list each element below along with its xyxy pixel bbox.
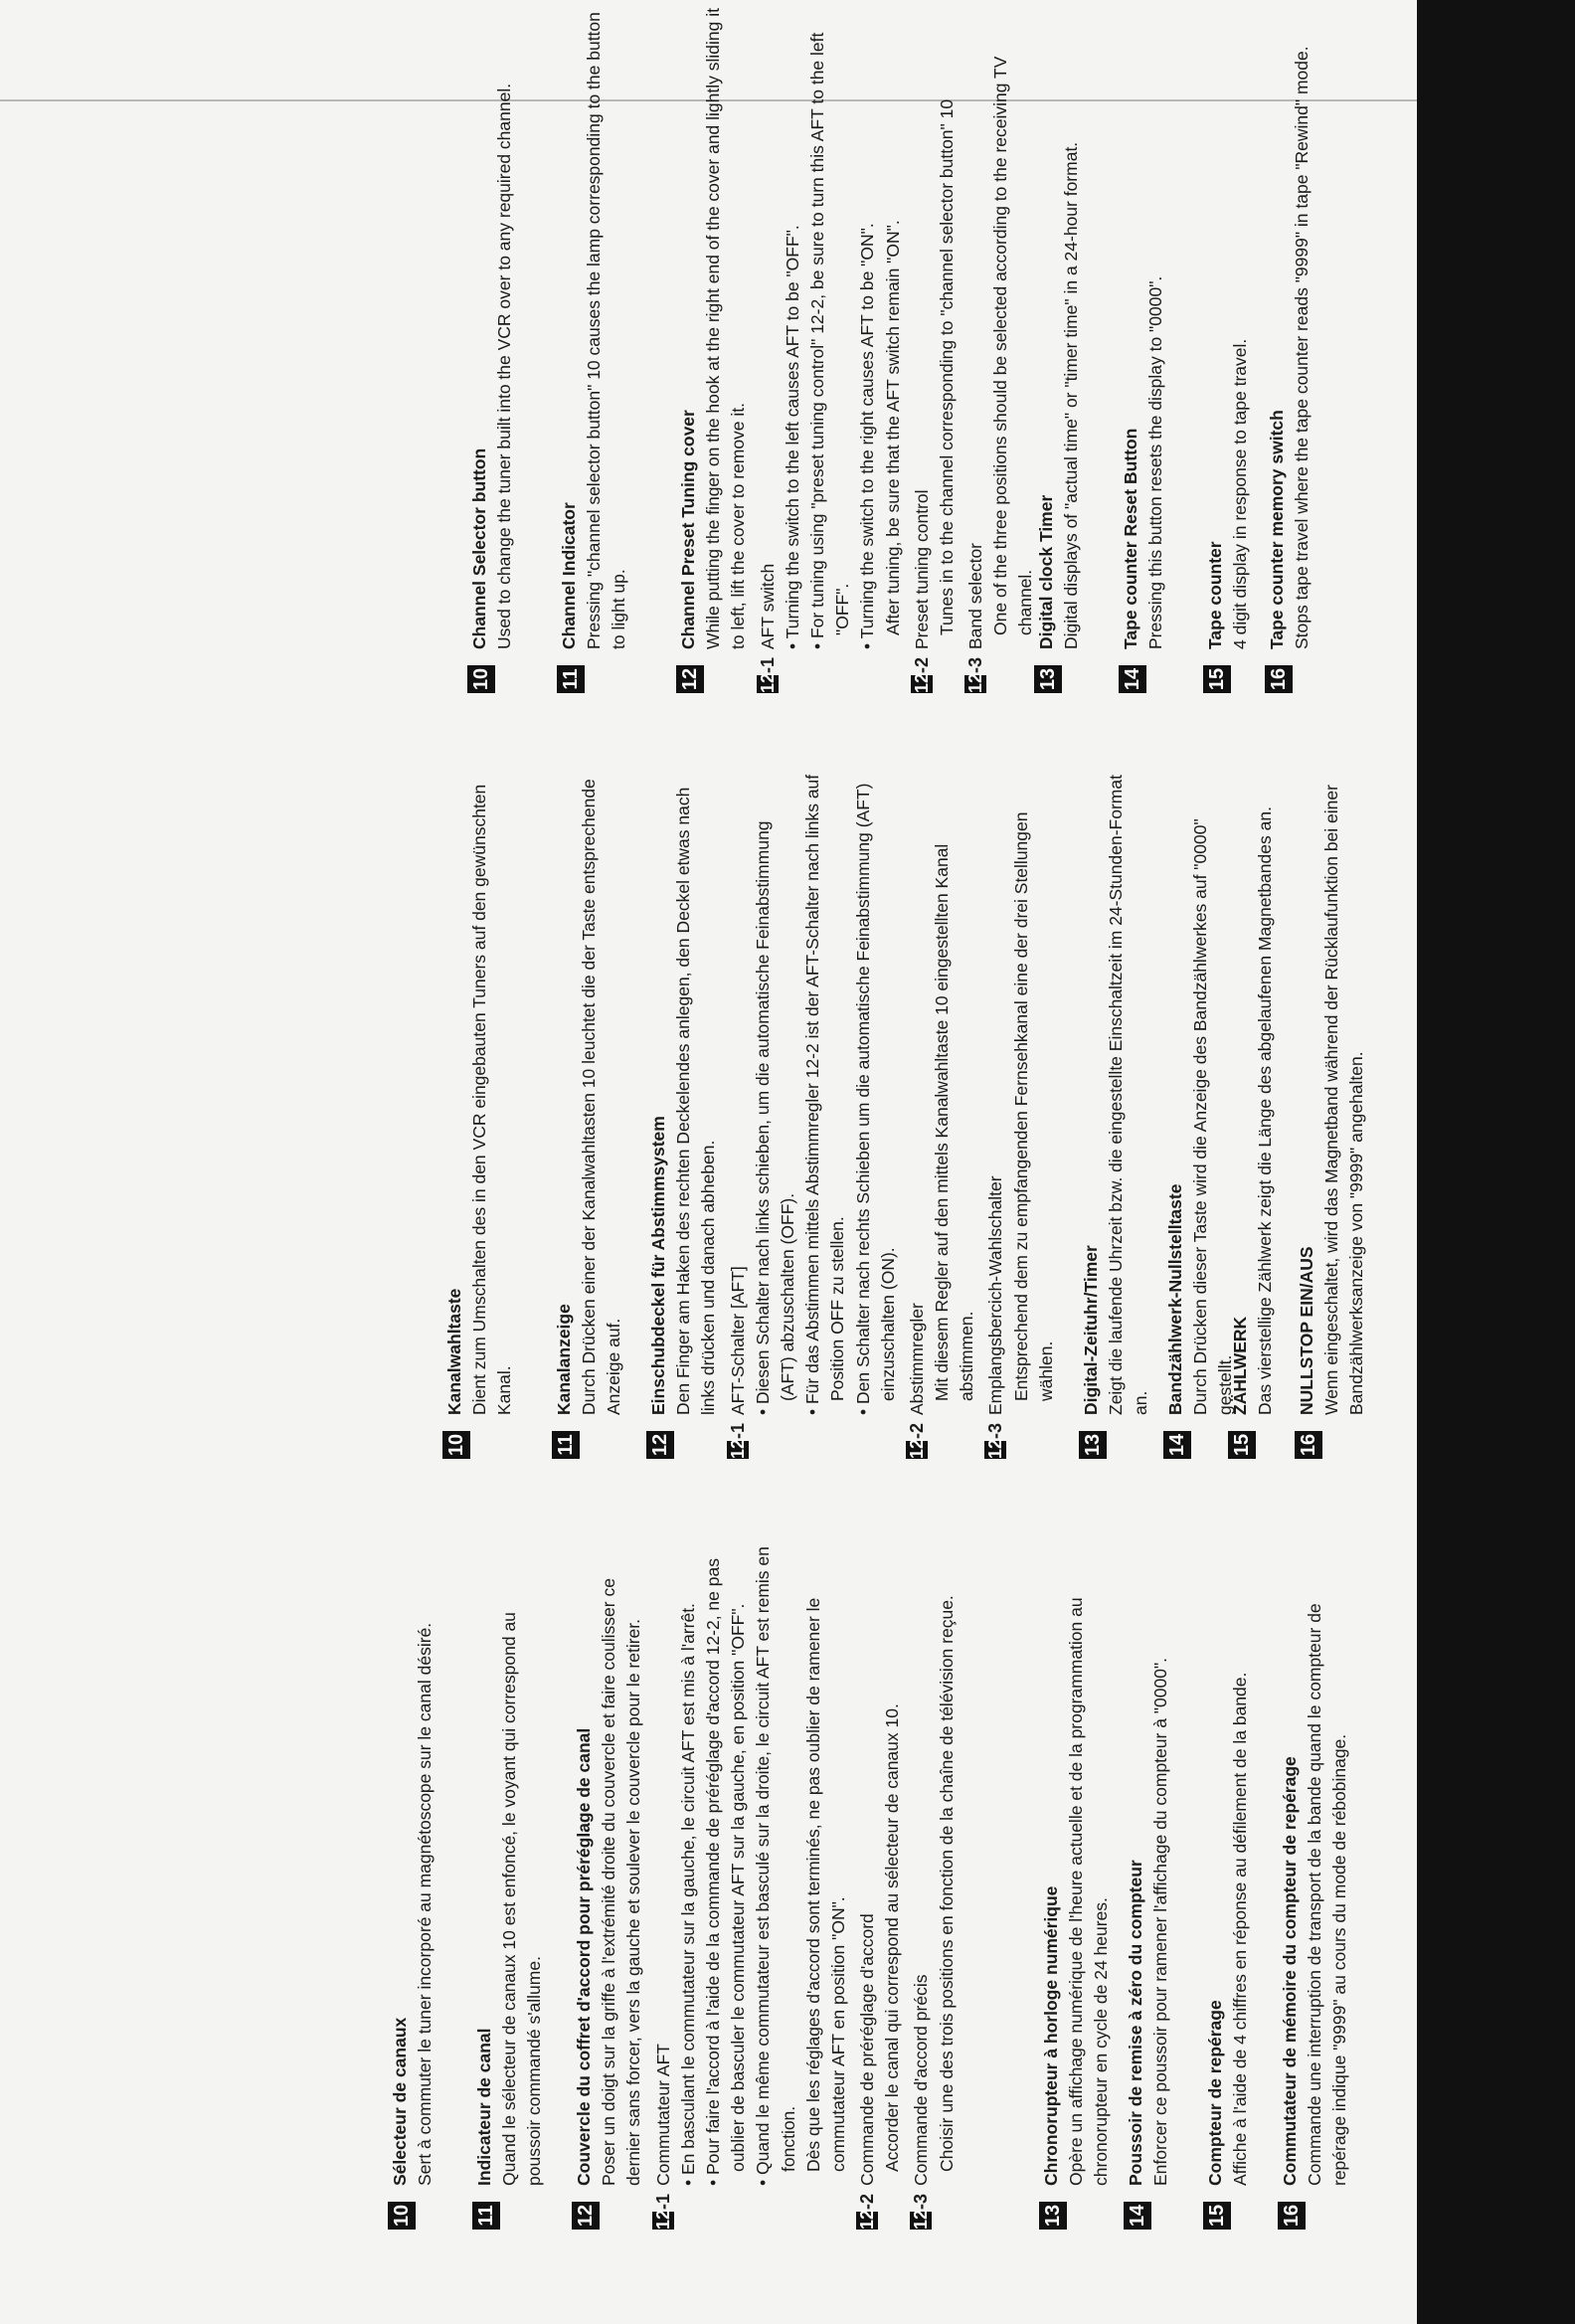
note-text: After tuning, be sure that the AFT switch remain "ON". [882,220,903,635]
item-number-badge: 12 [676,665,704,693]
section-15 [1203,7,1253,693]
item-description: Stops tape travel where the tape counter reads "9999" in tape "Rewind" mode. [1292,46,1312,649]
subsection-12-1 [726,773,901,1459]
section-16 [1295,773,1370,1459]
item-number-badge: 14 [1163,1431,1191,1459]
subsection-12-2 [905,773,980,1459]
item-description: Pressing this button resets the display to "0000". [1145,275,1166,649]
subsection-description: Accorder le canal qui correspond au sélecteur de canaux 10. [882,1703,903,2172]
item-number-badge: 11 [557,665,585,693]
item-title: Kanalanzeige [554,1304,574,1415]
item-number-badge: 16 [1295,1431,1322,1459]
item-description: Sert à commuter le tuner incorporé au magnétoscope sur le canal désiré. [415,1622,436,2186]
item-description: While putting the finger on the hook at the right end of the cover and lightly sliding it to left, lift the cover to remove it. [703,8,749,649]
item-number-badge: 16 [1265,665,1293,693]
subsection-number: 12-2 [857,2193,878,2230]
section-13 [1034,7,1084,693]
section-13 [1079,773,1154,1459]
bullet-item: • Turning the switch to the left causes AFT to be "OFF". [782,225,802,649]
section-10 [388,1543,438,2230]
item-title: Tape counter memory switch [1267,410,1287,649]
item-title: Tape counter [1205,541,1225,649]
subsection-12-2 [910,7,960,693]
scan-dark-edge [1417,0,1575,2324]
item-title: ZÄHLWERK [1230,1316,1250,1415]
item-title: Indicateur de canal [474,2028,494,2186]
bullet-item: • Pour faire l'accord à l'aide de la commande de préréglage d'accord 12-2, ne pas oublier de basculer le commutateur AFT sur la gauche, en position "OFF". [702,1558,749,2186]
subsection-number: 12-1 [757,656,778,693]
subsection-title: Band selector [965,542,986,649]
subsection-title: Commutateur AFT [652,2044,673,2186]
section-10 [442,773,518,1459]
subsection-title: AFT-Schalter [AFT] [727,1266,748,1415]
item-description: Digital displays of "actual time" or "timer time" in a 24-hour format. [1061,141,1082,649]
item-number-badge: 14 [1119,665,1146,693]
subsection-description: Choisir une des trois positions en fonction de la chaîne de télévision reçue. [936,1595,957,2172]
item-number-badge: 16 [1278,2202,1306,2230]
item-description: Pressing "channel selector button" 10 causes the lamp corresponding to the button to light up. [584,12,629,649]
subsection-description: Mit diesem Regler auf den mittels Kanalwahltaste 10 eingestellten Kanal abstimmen. [932,843,977,1401]
item-title: Channel Selector button [469,447,489,649]
bullet-item: • Diesen Schalter nach links schieben, um die automatische Feinabstimmung (AFT) abzuschalten (OFF). [752,820,797,1415]
item-number-badge: 10 [467,665,495,693]
item-description: Commande une interruption de transport de la bande quand le compteur de repérage indique "9999" au cours du mode de rébobinage. [1305,1603,1350,2186]
item-number-badge: 15 [1203,2202,1231,2230]
section-10 [467,7,517,693]
item-description: Dient zum Umschalten des in den VCR eingebauten Tuners auf den gewünschten Kanal. [469,784,515,1415]
bullet-item: • Für das Abstimmen mittels Abstimmregler 12-2 ist der AFT-Schalter nach links auf Position OFF zu stellen. [802,774,848,1415]
item-number-badge: 12 [572,2202,600,2230]
item-title: Poussoir de remise à zéro du compteur [1126,1860,1145,2186]
bullet-item: • For tuning using "preset tuning control" 12-2, be sure to turn this AFT to the left "OFF". [806,32,853,649]
item-title: Kanalwahltaste [444,1288,464,1415]
section-14 [1119,7,1168,693]
subsection-number: 12-3 [965,656,986,693]
item-title: Tape counter Reset Button [1121,428,1140,649]
item-title: Einschubdeckel für Abstimmsystem [648,1116,668,1415]
subsection-12-2 [855,1543,905,2230]
item-description: Wenn eingeschaltet, wird das Magnetband während der Rücklaufunktion bei einer Bandzählwerksanzeige von "9999" angehalten. [1321,785,1367,1415]
item-description: Zeigt die laufende Uhrzeit bzw. die eingestellte Einschaltzeit im 24-Stunden-Format an. [1106,775,1151,1415]
item-number-badge: 13 [1034,665,1062,693]
item-number-badge: 14 [1124,2202,1151,2230]
subsection-number: 12-3 [911,2193,932,2230]
subsection-12-1 [651,1543,852,2230]
note-text: Dès que les réglages d'accord sont terminés, ne pas oublier de ramener le commutateur AFT en position "ON". [802,1597,848,2172]
subsection-12-3 [963,7,1039,693]
subsection-title: Commande d'accord précis [911,1974,932,2186]
item-title: NULLSTOP EIN/AUS [1297,1246,1316,1415]
bullet-item: • Turning the switch to the right causes AFT to be "ON". [857,223,878,649]
item-number-badge: 11 [552,1431,580,1459]
item-title: Channel Indicator [559,502,579,649]
section-13 [1039,1543,1115,2230]
section-11 [552,773,627,1459]
item-title: Bandzählwerk-Nullstelltaste [1165,1183,1185,1415]
item-title: Commutateur de mémoire du compteur de repérage [1280,1756,1300,2186]
item-number-badge: 10 [442,1431,470,1459]
item-title: Couvercle du coffret d'accord pour préréglage de canal [574,1727,594,2186]
section-12 [676,7,1039,693]
section-15 [1203,1543,1253,2230]
subsection-title: Commande de préréglage d'accord [857,1913,878,2186]
item-title: Channel Preset Tuning cover [678,410,698,649]
item-description: Enforcer ce poussoir pour ramener l'affichage du compteur à "0000". [1150,1657,1171,2186]
item-description: Durch Drücken dieser Taste wird die Anzeige des Bandzählwerkes auf "0000" gestellt. [1190,818,1236,1415]
section-12 [572,1543,960,2230]
item-title: Digital clock Timer [1036,494,1056,649]
item-description: Das vierstellige Zählwerk zeigt die Länge des abgelaufenen Magnetbandes an. [1255,806,1276,1415]
item-number-badge: 10 [388,2202,416,2230]
section-14 [1124,1543,1173,2230]
bullet-item: • Quand le même commutateur est basculé sur la droite, le circuit AFT est remis en fonction. [753,1546,798,2186]
item-title: Chronorupteur à horloge numérique [1041,1885,1061,2186]
item-number-badge: 12 [646,1431,674,1459]
item-number-badge: 15 [1203,665,1231,693]
item-title: Compteur de repérage [1205,2000,1225,2186]
subsection-number: 12-2 [911,656,932,693]
section-12 [646,773,1059,1459]
subsection-number: 12-1 [652,2193,673,2230]
subsection-description: Entsprechend dem zu empfangenden Fernsehkanal eine der drei Stellungen wählen. [1010,811,1056,1401]
item-number-badge: 15 [1228,1431,1256,1459]
subsection-number: 12-2 [906,1422,927,1459]
subsection-number: 12-3 [985,1422,1006,1459]
subsection-description: One of the three positions should be selected according to the receiving TV channel. [990,56,1036,635]
section-15 [1228,773,1278,1459]
section-11 [472,1543,548,2230]
subsection-title: Abstimmregler [906,1303,927,1415]
section-11 [557,7,632,693]
bullet-item: • Den Schalter nach rechts Schieben um die automatische Feinabstimmung (AFT) einzuschalten (ON). [852,783,898,1415]
item-description: Affiche à l'aide de 4 chiffres en réponse au défilement de la bande. [1230,1672,1251,2186]
subsection-title: Emplangsbercich-Wahlschalter [985,1175,1006,1415]
subsection-12-1 [756,7,906,693]
bullet-item: • En basculant le commutateur sur la gauche, le circuit AFT est mis à l'arrêt. [677,1603,698,2186]
item-description: Quand le sélecteur de canaux 10 est enfoncé, le voyant qui correspond au poussoir commandé s'allume. [499,1612,545,2186]
item-description: 4 digit display in response to tape travel. [1230,338,1251,649]
item-description: Durch Drücken einer der Kanalwahltasten 10 leuchtet die der Taste entsprechende Anzeige auf. [579,779,624,1415]
item-description: Den Finger am Haken des rechten Deckelendes anlegen, den Deckel etwas nach links drücken und danach abheben. [673,787,719,1415]
item-number-badge: 13 [1039,2202,1067,2230]
item-number-badge: 13 [1079,1431,1107,1459]
subsection-description: Tunes in to the channel corresponding to "channel selector button" 10 [936,98,957,635]
section-16 [1278,1543,1353,2230]
item-number-badge: 11 [472,2202,500,2230]
subsection-number: 12-1 [727,1422,748,1459]
subsection-title: AFT switch [757,563,778,649]
subsection-12-3 [909,1543,959,2230]
item-description: Poser un doigt sur la griffe à l'extrémité droite du couvercle et faire coulisser ce dernier sans forcer, vers la gauche et soulever le couvercle pour le retirer. [599,1578,644,2186]
item-title: Digital-Zeituhr/Timer [1081,1245,1101,1415]
item-description: Used to change the tuner built into the VCR over to any required channel. [494,83,515,649]
section-16 [1265,7,1314,693]
subsection-12-3 [983,773,1059,1459]
item-description: Opère un affichage numérique de l'heure actuelle et de la programmation au chronorupteur en cycle de 24 heures. [1066,1597,1112,2186]
subsection-title: Preset tuning control [911,489,932,649]
item-title: Sélecteur de canaux [390,2017,410,2186]
